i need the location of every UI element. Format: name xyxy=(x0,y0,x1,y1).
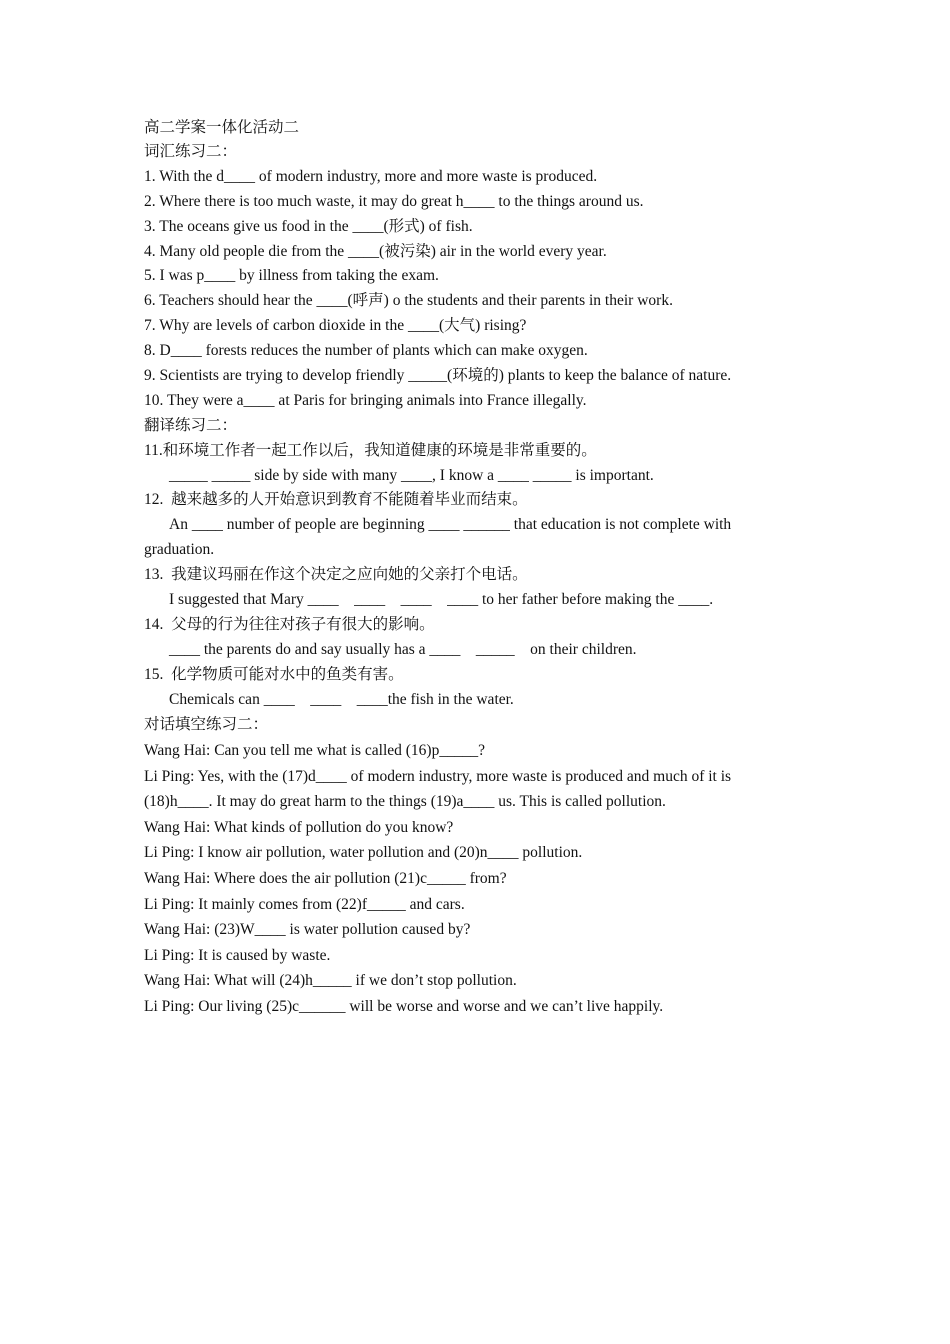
vocab-item-8: 8. D____ forests reduces the number of plants which can make oxygen. xyxy=(144,342,588,360)
answer-14: ____ the parents do and say usually has a ____ _____ on their children. xyxy=(169,640,637,658)
dialog-line: Wang Hai: Where does the air pollution (21)c_____ from? xyxy=(144,870,507,888)
vocab-section xyxy=(144,140,824,414)
vocab-item-4: 4. Many old people die from the ____(被污染) air in the world every year. xyxy=(144,242,607,260)
answer-13: I suggested that Mary ____ ____ ____ ____ to her father before making the ____. xyxy=(169,591,714,609)
dialog-line: Li Ping: It mainly comes from (22)f_____ and cars. xyxy=(144,895,465,913)
translation-section xyxy=(144,414,824,713)
question-13: 13. 我建议玛丽在作这个决定之应向她的父亲打个电话。 xyxy=(144,566,528,584)
vocab-item-1: 1. With the d____ of modern industry, more and more waste is produced. xyxy=(144,167,598,185)
dialog-line: Wang Hai: What will (24)h_____ if we don’t stop pollution. xyxy=(144,972,517,990)
page-title: 高二学案一体化活动二 xyxy=(144,119,300,136)
answer-11: _____ _____ side by side with many ____, I know a ____ _____ is important. xyxy=(169,466,654,484)
dialog-heading: 对话填空练习二： xyxy=(144,716,269,734)
worksheet xyxy=(144,116,824,1020)
vocab-item-10: 10. They were a____ at Paris for bringing animals into France illegally. xyxy=(144,391,587,409)
dialog-line: Li Ping: Our living (25)c______ will be worse and worse and we can’t live happily. xyxy=(144,998,664,1016)
vocab-item-3: 3. The oceans give us food in the ____(形式) of fish. xyxy=(144,217,473,235)
vocab-item-7: 7. Why are levels of carbon dioxide in the ____(大气) rising? xyxy=(144,317,527,335)
translation-heading: 翻译练习二： xyxy=(144,416,238,434)
vocab-item-9: 9. Scientists are trying to develop friendly _____(环境的) plants to keep the balance of nature. xyxy=(144,367,732,385)
answer-12-line-1: An ____ number of people are beginning ____ ______ that education is not complete with xyxy=(169,516,732,534)
question-12: 12. 越来越多的人开始意识到教育不能随着毕业而结束。 xyxy=(144,491,528,509)
dialog-line: Li Ping: I know air pollution, water pollution and (20)n____ pollution. xyxy=(144,844,583,862)
question-11: 11.和环境工作者一起工作以后，我知道健康的环境是非常重要的。 xyxy=(144,441,597,459)
dialog-line: Wang Hai: Can you tell me what is called (16)p_____? xyxy=(144,742,485,760)
dialog-section xyxy=(144,712,824,1019)
answer-12-line-2: graduation. xyxy=(144,541,215,559)
question-14: 14. 父母的行为往往对孩子有很大的影响。 xyxy=(144,615,435,633)
question-15: 15. 化学物质可能对水中的鱼类有害。 xyxy=(144,665,404,683)
dialog-line: Wang Hai: (23)W____ is water pollution caused by? xyxy=(144,921,471,939)
vocab-item-6: 6. Teachers should hear the ____(呼声) o the students and their parents in their work. xyxy=(144,292,673,310)
vocab-heading: 词汇练习二： xyxy=(144,143,238,160)
dialog-line: Li Ping: Yes, with the (17)d____ of modern industry, more waste is produced and much of it is xyxy=(144,767,732,785)
dialog-line: Li Ping: It is caused by waste. xyxy=(144,946,331,964)
dialog-line: (18)h____. It may do great harm to the things (19)a____ us. This is called pollution. xyxy=(144,793,666,811)
vocab-item-2: 2. Where there is too much waste, it may do great h____ to the things around us. xyxy=(144,192,644,210)
dialog-line: Wang Hai: What kinds of pollution do you know? xyxy=(144,818,454,836)
answer-15: Chemicals can ____ ____ ____the fish in the water. xyxy=(169,690,514,708)
vocab-item-5: 5. I was p____ by illness from taking the exam. xyxy=(144,267,439,285)
